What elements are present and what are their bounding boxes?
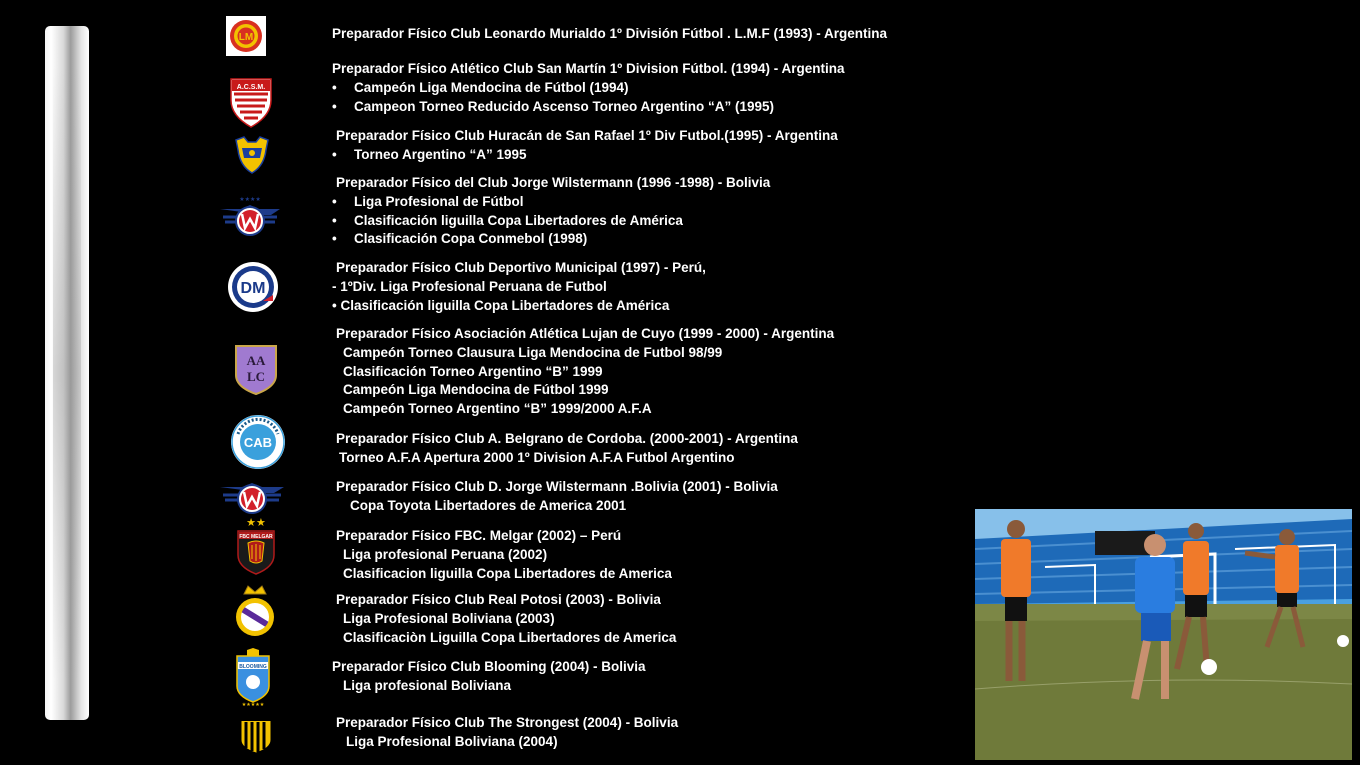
entry-achievement: • Clasificación liguilla Copa Libertadores de América xyxy=(332,212,770,231)
club-logo-jorge-wilstermann xyxy=(219,195,281,239)
entry-achievement: • Campeon Torneo Reducido Ascenso Torneo Argentino “A” (1995) xyxy=(332,98,845,117)
career-entry-5 xyxy=(332,259,706,315)
entry-achievement: • Liga Profesional de Fútbol xyxy=(332,193,770,212)
entry-achievement: Liga profesional Peruana (2002) xyxy=(343,546,548,562)
svg-text:★★: ★★ xyxy=(246,516,266,529)
career-entry-11 xyxy=(332,658,646,696)
entry-title: Preparador Físico Club Blooming (2004) - Bolivia xyxy=(332,659,646,674)
career-entry-9 xyxy=(336,527,672,583)
entry-achievement: Clasificacion liguilla Copa Libertadores de America xyxy=(343,565,672,581)
club-logo-lujan-de-cuyo xyxy=(235,345,277,395)
career-entry-10 xyxy=(336,591,676,647)
career-entry-3 xyxy=(336,127,838,165)
entry-achievement: - 1ºDiv. Liga Profesional Peruana de Futbol xyxy=(332,278,607,294)
svg-text:BLOOMING: BLOOMING xyxy=(239,664,267,670)
career-entry-12 xyxy=(336,714,678,752)
club-logo-deportivo-municipal xyxy=(227,261,279,313)
entry-title: Preparador Físico Club Real Potosi (2003) - Bolivia xyxy=(336,592,661,607)
career-entry-8 xyxy=(336,478,778,516)
club-logo-the-strongest xyxy=(240,714,272,754)
entry-achievement: Campeón Torneo Clausura Liga Mendocina de Futbol 98/99 xyxy=(343,344,723,360)
club-logo-jorge-wilstermann-2 xyxy=(219,475,285,517)
club-logo-san-martin xyxy=(230,78,272,128)
entry-title: Preparador Físico Club Huracán de San Rafael 1º Div Futbol.(1995) - Argentina xyxy=(336,128,838,143)
svg-text:DM: DM xyxy=(240,280,266,297)
entry-achievement: • Torneo Argentino “A” 1995 xyxy=(332,146,838,165)
svg-text:★★★★★: ★★★★★ xyxy=(241,702,265,706)
training-photo xyxy=(975,509,1352,760)
entry-achievement: Torneo A.F.A Apertura 2000 1º Division A.F.A Futbol Argentino xyxy=(339,449,735,465)
entry-title: Preparador Físico Club D. Jorge Wilstermann .Bolivia (2001) - Bolivia xyxy=(336,479,778,494)
career-entry-7 xyxy=(336,430,798,468)
entry-title: Preparador Físico Club A. Belgrano de Cordoba. (2000-2001) - Argentina xyxy=(336,431,798,446)
club-logo-huracan-san-rafael xyxy=(234,136,270,174)
entry-achievement: Clasificaciòn Liguilla Copa Libertadores de America xyxy=(343,629,677,645)
entry-achievement: • Campeón Liga Mendocina de Fútbol (1994) xyxy=(332,79,845,98)
entry-achievement: Copa Toyota Libertadores de America 2001 xyxy=(350,497,627,513)
club-logo-blooming xyxy=(235,648,271,706)
club-logo-belgrano xyxy=(230,414,286,470)
career-entry-4 xyxy=(336,174,770,249)
career-entry-6 xyxy=(336,325,834,419)
career-entry-1 xyxy=(332,25,887,44)
career-entry-2 xyxy=(332,60,845,116)
entry-achievement: Liga Profesional Boliviana (2004) xyxy=(346,733,558,749)
entry-achievement: Clasificación Torneo Argentino “B” 1999 xyxy=(343,363,603,379)
svg-text:FBC MELGAR: FBC MELGAR xyxy=(239,534,273,540)
decorative-side-bar xyxy=(45,26,89,720)
entry-achievement: Campeón Liga Mendocina de Fútbol 1999 xyxy=(343,382,609,398)
entry-achievement: Liga Profesional Boliviana (2003) xyxy=(343,610,555,626)
entry-title: Preparador Físico Club Leonardo Murialdo 1º División Fútbol . L.M.F (1993) - Argentina xyxy=(332,26,887,41)
entry-title: Preparador Físico del Club Jorge Wilstermann (1996 -1998) - Bolivia xyxy=(336,175,771,190)
entry-title: Preparador Físico FBC. Melgar (2002) – Perú xyxy=(336,528,622,543)
svg-text:CAB: CAB xyxy=(243,435,273,450)
entry-achievement: Campeón Torneo Argentino “B” 1999/2000 A.F.A xyxy=(343,401,652,417)
club-logo-real-potosi xyxy=(234,584,276,640)
entry-title: Preparador Físico Club Deportivo Municipal (1997) - Perú, xyxy=(336,260,706,275)
svg-text:★★★★: ★★★★ xyxy=(239,197,261,203)
svg-text:LC: LC xyxy=(246,369,266,384)
entry-title: Preparador Físico Club The Strongest (2004) - Bolivia xyxy=(336,715,679,730)
entry-achievement: Liga profesional Boliviana xyxy=(343,677,512,693)
svg-text:AA: AA xyxy=(246,353,266,368)
club-logo-melgar xyxy=(236,515,276,575)
entry-achievement: • Clasificación Copa Conmebol (1998) xyxy=(332,230,770,249)
svg-text:A.C.S.M.: A.C.S.M. xyxy=(236,84,266,91)
club-logo-leonardo-murialdo xyxy=(226,16,266,56)
entry-title: Preparador Físico Asociación Atlética Lujan de Cuyo (1999 - 2000) - Argentina xyxy=(336,326,835,341)
entry-achievement: • Clasificación liguilla Copa Libertadores de América xyxy=(332,297,670,313)
entry-title: Preparador Físico Atlético Club San Martín 1º Division Fútbol. (1994) - Argentina xyxy=(332,61,845,76)
svg-text:LM: LM xyxy=(238,32,254,43)
